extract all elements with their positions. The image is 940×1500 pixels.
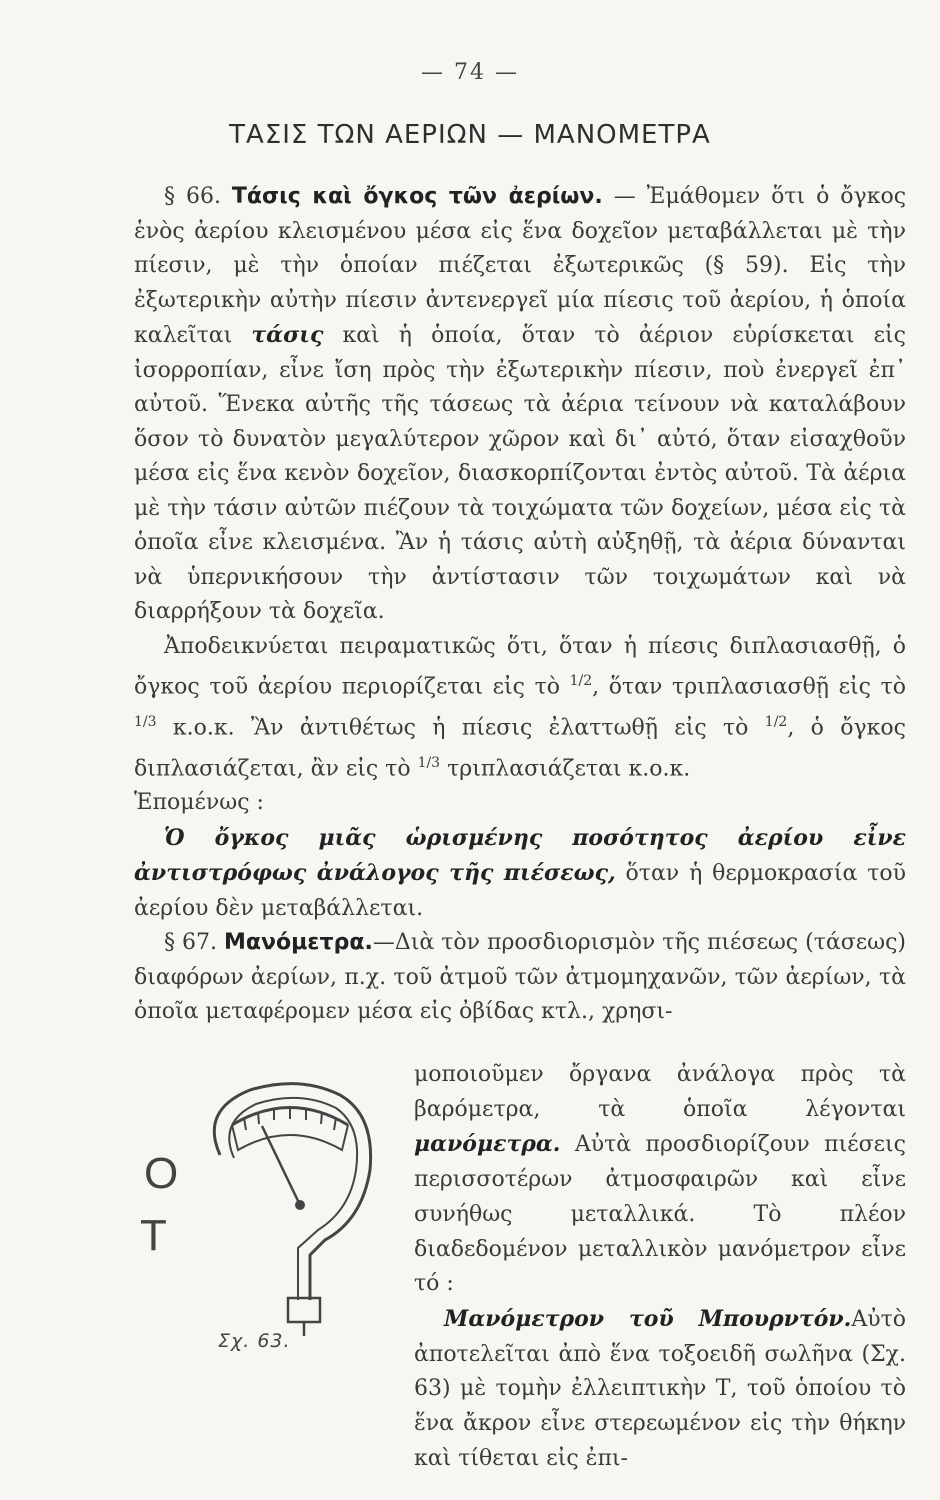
needle-pivot <box>295 1200 305 1210</box>
experiment-text-e: τριπλασιάζεται κ.ο.κ. <box>440 755 691 781</box>
law-tail: ὅταν ἡ θερμοκρασία τοῦ ἀερίου δὲν μεταβάλλεται. <box>134 861 906 921</box>
wrapped-text-b: Αὐτὰ προσδιορίζουν πιέσεις περισσοτέρων ἀτμοσφαιρῶν καὶ εἶνε συνήθως μεταλλικά. Τὸ πλέον διαδεδομένον μεταλλικὸν μανόμετρον εἶνε τό : <box>414 1132 906 1297</box>
fraction-half-2: 1/2 <box>764 713 788 730</box>
section-67-paragraph <box>134 926 906 1030</box>
section-66-paragraph <box>134 180 906 630</box>
fraction-third-2: 1/3 <box>417 754 441 771</box>
bourdon-gauge-illustration <box>140 1070 380 1410</box>
bourdon-gauge-figure <box>140 1070 380 1410</box>
main-text <box>134 180 906 1030</box>
law-text: Ὁ ὄγκος μιᾶς ὡρισμένης ποσότητος ἀερίου εἶνε ἀντιστρόφως ἀνάλογος τῆς πιέσεως, <box>134 824 906 887</box>
section-67-number: § 67. <box>164 930 217 956</box>
section-67-text: —Διὰ τὸν προσδιορισμὸν τῆς πιέσεως (τάσεως) διαφόρων ἀερίων, π.χ. τοῦ ἀτμοῦ τῶν ἀτμομηχανῶν, τῶν ἀερίων, τὰ ὁποῖα μεταφέρομεν μέσα εἰς ὀβίδας κτλ., χρησι- <box>134 930 906 1025</box>
section-66-title: Τάσις καὶ ὄγκος τῶν ἀερίων. <box>231 184 603 209</box>
section-66-number: § 66. <box>164 184 221 209</box>
label-t: T <box>140 1211 167 1260</box>
experiment-text-a: Ἀποδεικνύεται πειραματικῶς ὅτι, ὅταν ἡ πίεσις διπλασιασθῇ, ὁ ὄγκος τοῦ ἀερίου περιορίζεται εἰς τὸ <box>134 633 906 700</box>
dial-ticks <box>244 1107 336 1130</box>
bourdon-tube-inner <box>229 1098 357 1300</box>
gauge-needle <box>262 1126 300 1205</box>
wrapped-text-block <box>414 1058 906 1476</box>
page-number: — 74 — <box>421 60 519 85</box>
term-tasis: τάσις <box>251 322 324 348</box>
label-o: O <box>144 1149 179 1198</box>
page-heading: ΤΑΣΙΣ ΤΩΝ ΑΕΡΙΩΝ — ΜΑΝΟΜΕΤΡΑ <box>229 120 711 150</box>
fraction-half: 1/2 <box>569 673 593 689</box>
experiment-text-d: , ὁ ὄγκος διπλασιάζεται, ἂν εἰς τὸ <box>134 715 906 781</box>
figure-caption: Σχ. 63. <box>218 1330 291 1352</box>
bourdon-manometer-title: Μανόμετρον τοῦ Μπουρντόν. <box>444 1305 852 1332</box>
experiment-text-b: , ὅταν τριπλασιασθῇ εἰς τὸ <box>592 674 906 700</box>
boyle-law-statement <box>134 821 906 927</box>
wrapped-text-a: μοποιοῦμεν ὄργανα ἀνάλογα πρὸς τὰ βαρόμετρα, τὰ ὁποῖα λέγονται <box>414 1062 906 1122</box>
term-manometra: μανόμετρα. <box>414 1131 561 1158</box>
wrapped-text-c: Αὐτὸ ἀποτελεῖται ἀπὸ ἕνα τοξοειδῆ σωλῆνα (Σχ. 63) μὲ τομὴν ἐλλειπτικὴν Τ, τοῦ ὁποίου τὸ ἕνα ἄκρον εἶνε στερεωμένον εἰς τὴν θήκην καὶ τίθεται εἰς ἐπι- <box>414 1306 906 1471</box>
section-66-text-a: — Ἐμάθομεν ὅτι ὁ ὄγκος ἑνὸς ἀερίου κλεισμένου μέσα εἰς ἕνα δοχεῖον μεταβάλλεται μὲ τὴν πίεσιν, μὲ τὴν ὁποίαν πιέζεται ἐξωτερικῶς (§ 59). Εἰς τὴν ἐξωτερικὴν αὐτὴν πίεσιν ἀντενεργεῖ μία πίεσις τοῦ ἀερίου, ἡ ὁποία καλεῖται <box>134 184 907 348</box>
fraction-third: 1/3 <box>134 713 157 730</box>
experiment-paragraph <box>134 630 906 787</box>
section-67-title: Μανόμετρα. <box>224 930 373 956</box>
section-66-text-b: καὶ ἡ ὁποία, ὅταν τὸ ἀέριον εὑρίσκεται εἰς ἰσορροπίαν, εἶνε ἴση πρὸς τὴν ἐξωτερικὴν πίεσιν, ποὺ ἐνεργεῖ ἐπ᾽ αὐτοῦ. Ἕνεκα αὐτῆς τῆς τάσεως τὰ ἀέρια τείνουν νὰ καταλάβουν ὅσον τὸ δυνατὸν μεγαλύτερον χῶρον καὶ δι᾽ αὐτό, ὅταν εἰσαχθοῦν μέσα εἰς ἕνα κενὸν δοχεῖον, διασκορπίζονται ἐντὸς αὐτοῦ. Τὰ ἀέρια μὲ τὴν τάσιν αὐτῶν πιέζουν τὰ τοιχώματα τῶν δοχείων, μέσα εἰς τὰ ὁποῖα εἶνε κλεισμένα. Ἂν ἡ τάσις αὐτὴ αὐξηθῇ, τὰ ἀέρια δύνανται νὰ ὑπερνικήσουν τὴν ἀντίστασιν τῶν τοιχωμάτων καὶ νὰ διαρρήξουν τὰ δοχεῖα. <box>134 323 906 624</box>
therefore-line: Ἑπομένως : <box>134 790 264 816</box>
tube-connector <box>288 1298 320 1322</box>
dial-scale-frame <box>232 1125 348 1150</box>
experiment-text-c: κ.ο.κ. Ἂν ἀντιθέτως ἡ πίεσις ἐλαττωθῇ εἰς τὸ <box>156 715 765 741</box>
